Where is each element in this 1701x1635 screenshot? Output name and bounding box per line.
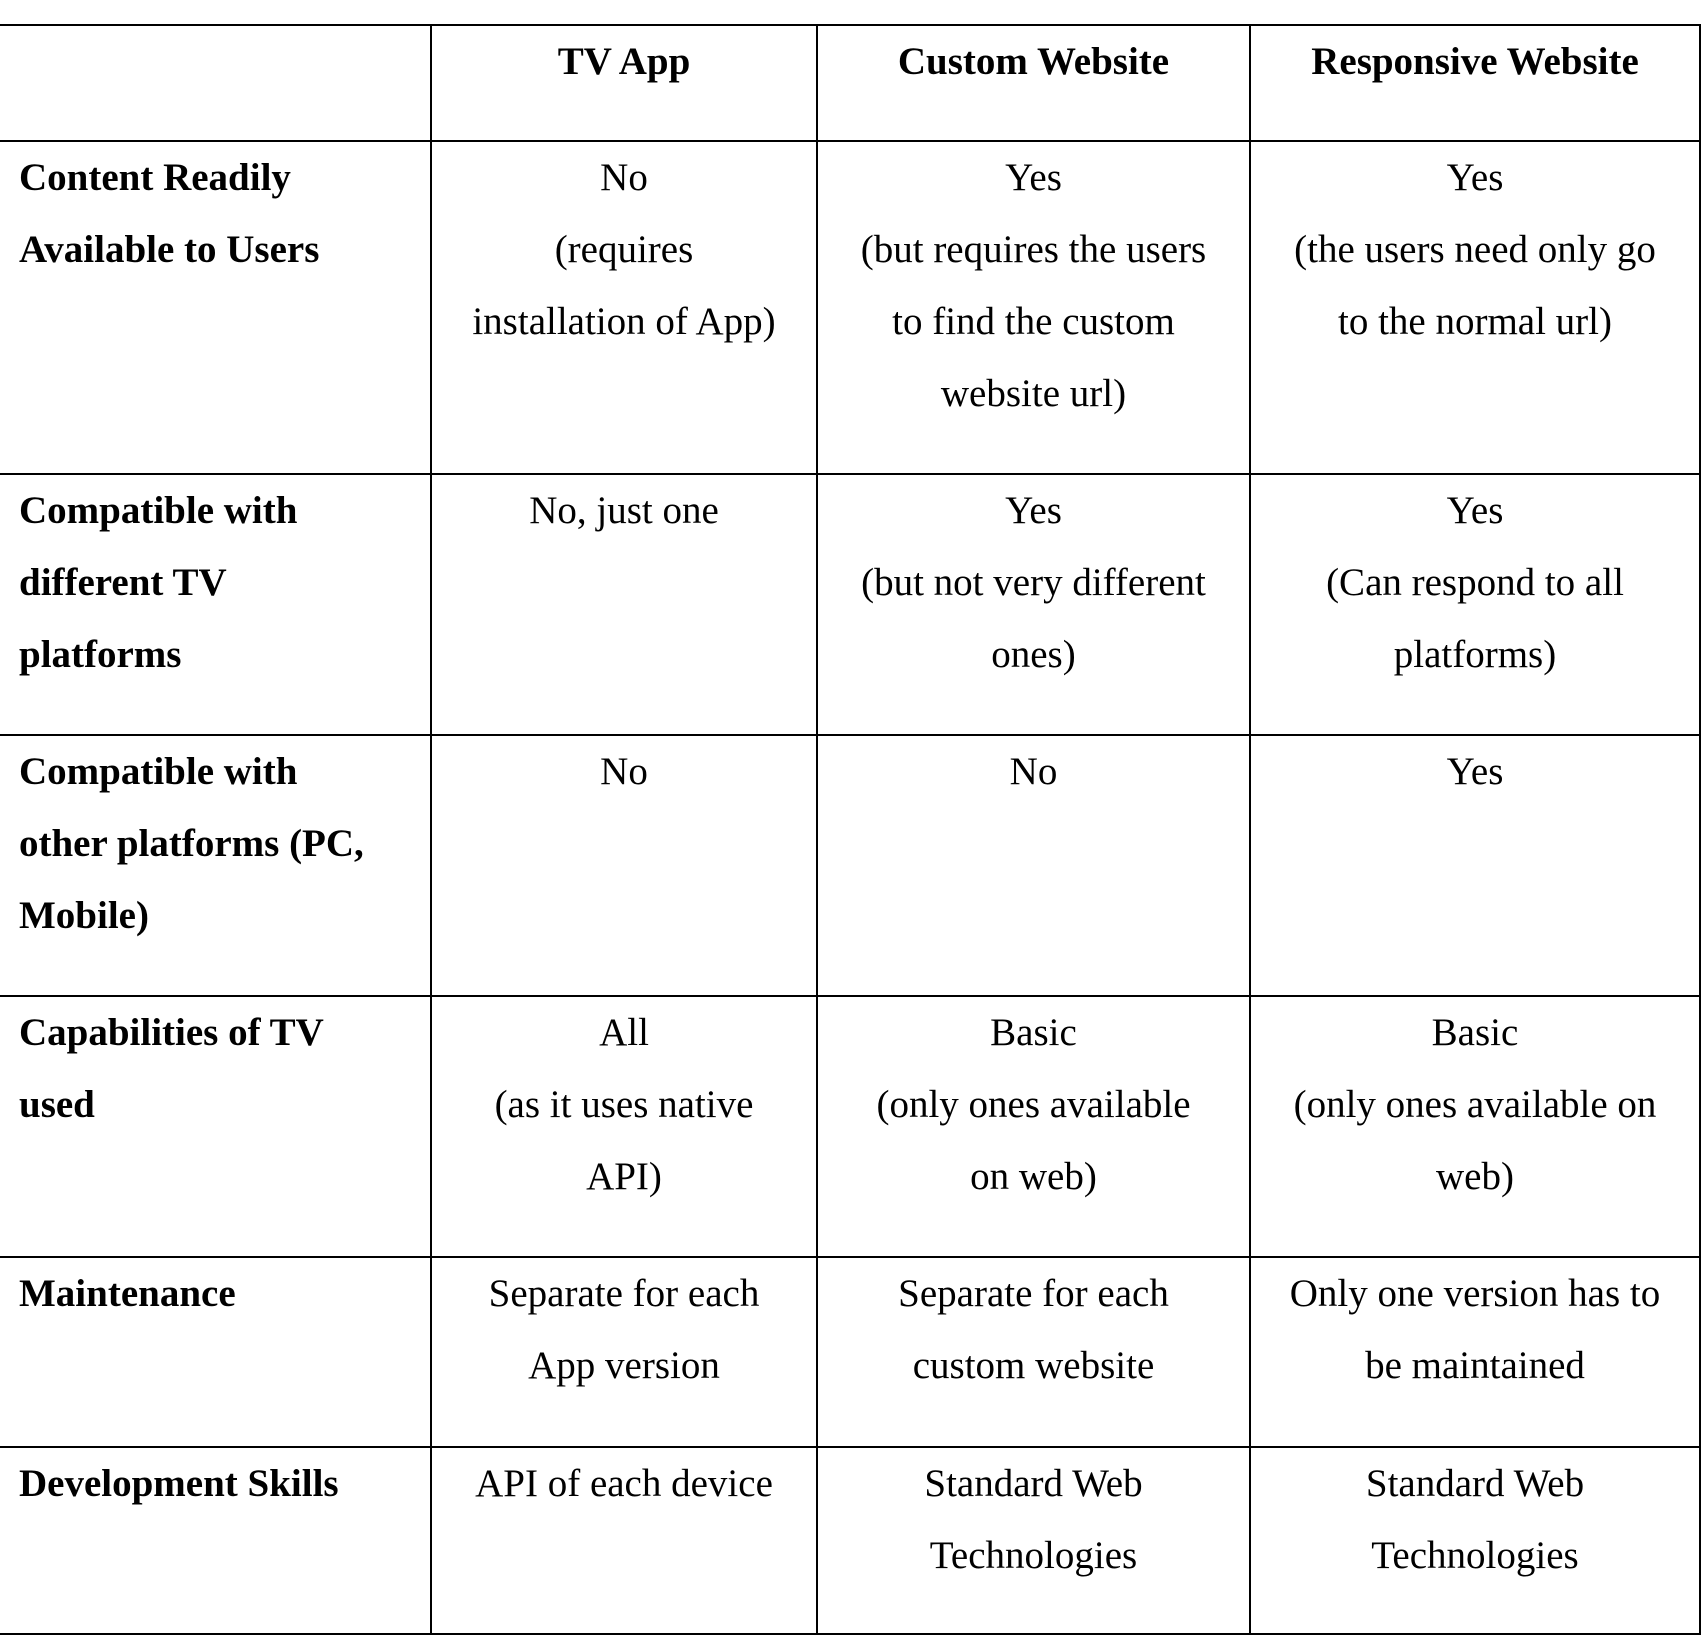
header-custom-website: Custom Website bbox=[817, 25, 1250, 141]
header-responsive-website: Responsive Website bbox=[1250, 25, 1700, 141]
row-label: Compatible with different TV platforms bbox=[0, 474, 431, 735]
cell-tv-app: All (as it uses native API) bbox=[431, 996, 817, 1257]
cell-responsive-website: Only one version has to be maintained bbox=[1250, 1257, 1700, 1447]
cell-custom-website: Separate for each custom website bbox=[817, 1257, 1250, 1447]
comparison-table-container bbox=[0, 24, 1700, 1635]
cell-custom-website: Yes (but requires the users to find the custom website url) bbox=[817, 141, 1250, 474]
cell-responsive-website: Yes bbox=[1250, 735, 1700, 996]
row-label: Capabilities of TV used bbox=[0, 996, 431, 1257]
table-row bbox=[0, 474, 1700, 735]
cell-tv-app: No (requires installation of App) bbox=[431, 141, 817, 474]
cell-custom-website: Standard Web Technologies bbox=[817, 1447, 1250, 1634]
table-row bbox=[0, 141, 1700, 474]
row-label: Content Readily Available to Users bbox=[0, 141, 431, 474]
table-row bbox=[0, 996, 1700, 1257]
cell-responsive-website: Basic (only ones available on web) bbox=[1250, 996, 1700, 1257]
header-empty bbox=[0, 25, 431, 141]
cell-responsive-website: Yes (Can respond to all platforms) bbox=[1250, 474, 1700, 735]
cell-tv-app: Separate for each App version bbox=[431, 1257, 817, 1447]
row-label: Maintenance bbox=[0, 1257, 431, 1447]
cell-tv-app: No, just one bbox=[431, 474, 817, 735]
table-row bbox=[0, 1447, 1700, 1634]
cell-responsive-website: Standard Web Technologies bbox=[1250, 1447, 1700, 1634]
cell-custom-website: Basic (only ones available on web) bbox=[817, 996, 1250, 1257]
cell-custom-website: No bbox=[817, 735, 1250, 996]
header-tv-app: TV App bbox=[431, 25, 817, 141]
cell-tv-app: No bbox=[431, 735, 817, 996]
row-label: Compatible with other platforms (PC, Mobile) bbox=[0, 735, 431, 996]
comparison-table bbox=[0, 24, 1701, 1635]
header-row bbox=[0, 25, 1700, 141]
row-label: Development Skills bbox=[0, 1447, 431, 1634]
cell-responsive-website: Yes (the users need only go to the normal url) bbox=[1250, 141, 1700, 474]
table-row bbox=[0, 735, 1700, 996]
cell-tv-app: API of each device bbox=[431, 1447, 817, 1634]
cell-custom-website: Yes (but not very different ones) bbox=[817, 474, 1250, 735]
table-row bbox=[0, 1257, 1700, 1447]
